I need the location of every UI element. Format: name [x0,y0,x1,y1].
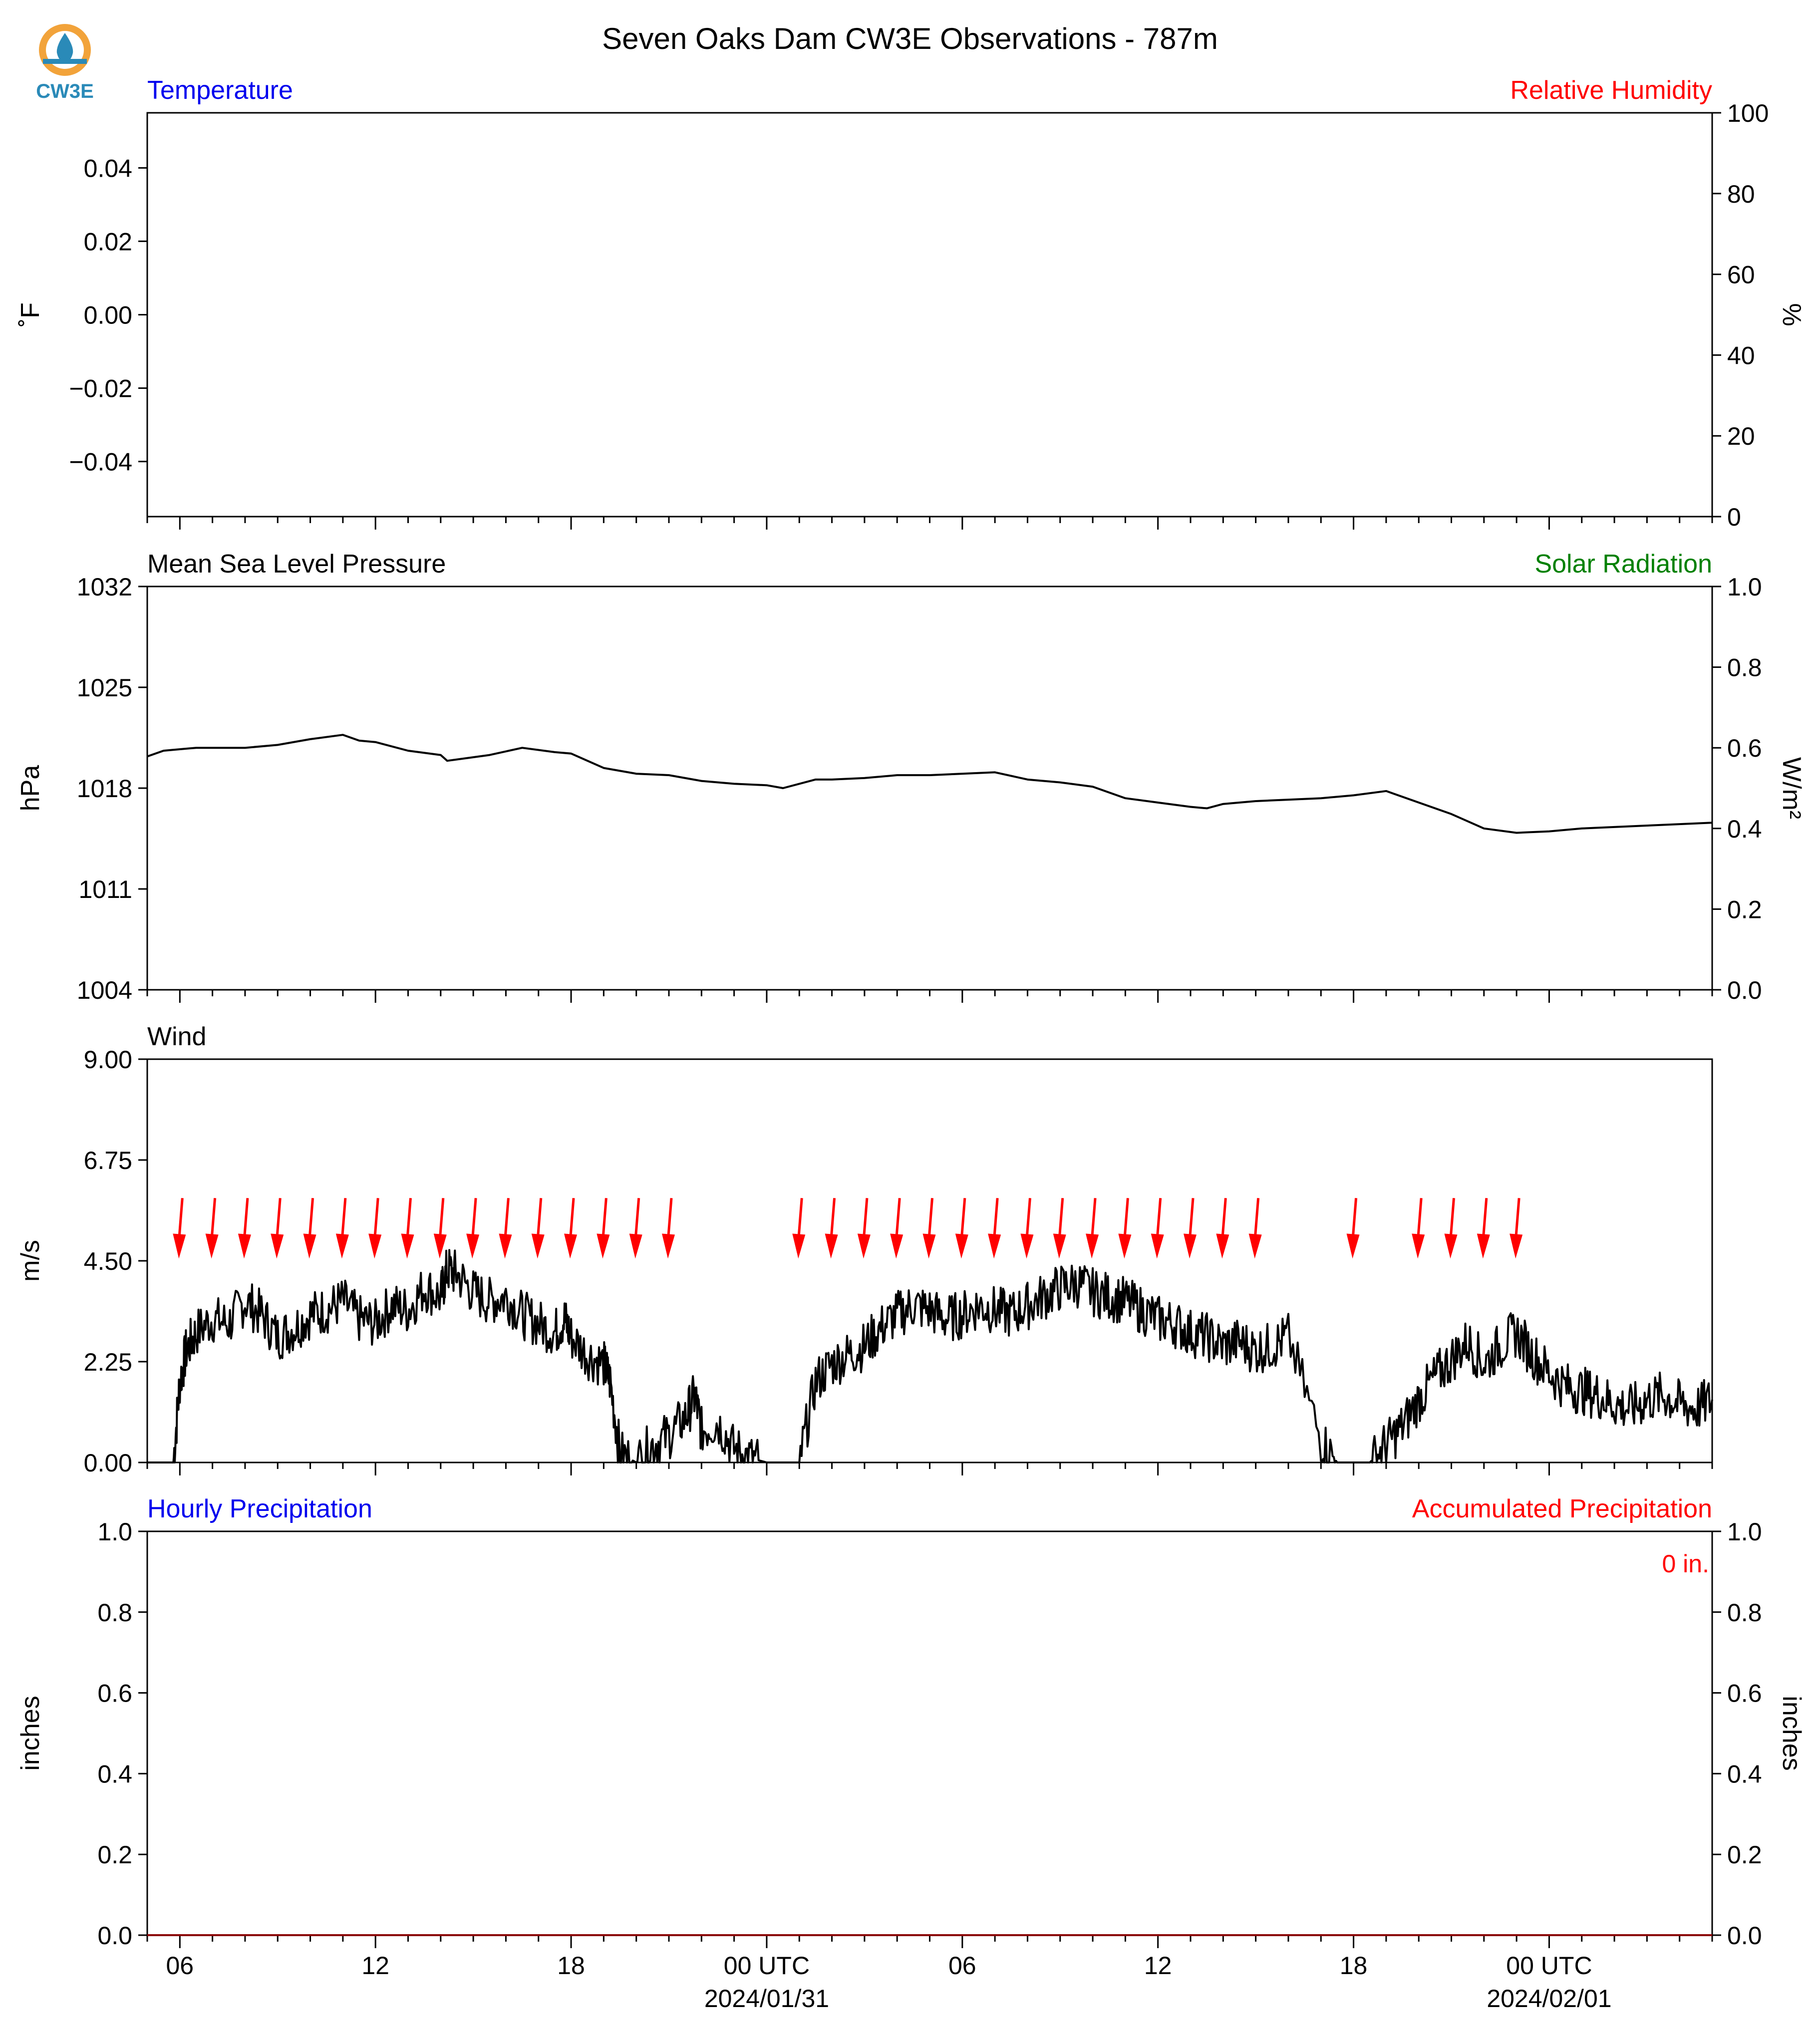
wind-arrow-icon [238,1198,251,1258]
y-tick-label-left: 1004 [76,976,132,1004]
wind-arrow-icon [499,1198,512,1258]
y-tick-label-right: 1.0 [1727,573,1762,601]
wind-arrow-icon [336,1198,349,1258]
x-tick-label: 00 UTC [723,1952,810,1980]
y-axis-label-right: W/m² [1777,757,1806,820]
wind-arrow-icon [858,1198,871,1258]
wind-arrow-icon [1216,1198,1229,1258]
y-tick-label-right: 40 [1727,341,1755,370]
y-tick-label-left: 6.75 [83,1147,132,1174]
y-tick-label-right: 0.8 [1727,1598,1762,1627]
y-tick-label-right: 0.8 [1727,653,1762,682]
y-tick-label-left: 2.25 [83,1348,132,1376]
wind-arrow-icon [1445,1198,1458,1258]
plot-frame [147,1531,1712,1935]
y-tick-label-left: −0.02 [69,374,132,403]
y-axis-label-left: m/s [16,1240,45,1282]
y-tick-label-left: 1011 [78,875,132,903]
series-line [147,1250,1712,1462]
y-tick-label-right: 20 [1727,422,1755,451]
y-tick-label-left: 0.00 [83,301,132,329]
wind-arrow-icon [271,1198,284,1258]
wind-arrow-icon [206,1198,219,1258]
wind-arrow-icon [597,1198,609,1258]
panels [16,76,1806,2013]
y-axis-label-right: % [1777,303,1806,326]
logo-wave [43,59,87,64]
y-tick-label-right: 0.2 [1727,1841,1762,1869]
y-tick-label-left: 0.02 [83,228,132,256]
y-tick-label-left: 9.00 [83,1046,132,1074]
panel-1 [16,76,1806,531]
wind-arrow-icon [1053,1198,1066,1258]
x-axis-labels [166,1952,1612,2013]
wind-arrow-icon [1477,1198,1490,1258]
y-tick-label-left: 1032 [76,573,132,601]
panel-right-title: Solar Radiation [1534,550,1712,579]
wind-arrow-icon [923,1198,936,1258]
wind-arrow-icon [532,1198,545,1258]
wind-arrow-icon [401,1198,414,1258]
x-tick-label: 06 [166,1952,194,1980]
y-tick-label-right: 0 [1727,503,1741,531]
accumulated-total-label: 0 in. [1662,1550,1709,1578]
wind-arrow-icon [1118,1198,1131,1258]
chart-title: Seven Oaks Dam CW3E Observations - 787m [602,22,1218,55]
y-tick-label-left: 1.0 [97,1518,132,1546]
x-tick-label: 18 [557,1952,585,1980]
y-tick-label-left: 0.0 [97,1922,132,1950]
y-tick-label-left: 0.4 [97,1760,132,1788]
y-tick-label-right: 0.0 [1727,1922,1762,1950]
wind-arrow-icon [1347,1198,1360,1258]
wind-arrow-icon [564,1198,577,1258]
wind-arrow-icon [955,1198,968,1258]
wind-arrow-icon [1020,1198,1033,1258]
panel-right-title: Relative Humidity [1510,76,1712,105]
cw3e-logo [36,24,94,102]
panel-left-title: Hourly Precipitation [147,1494,372,1523]
y-tick-label-left: 4.50 [83,1247,132,1275]
wind-arrow-icon [825,1198,838,1258]
x-date-label: 2024/01/31 [704,1985,830,2013]
wind-arrow-icon [792,1198,805,1258]
y-tick-label-right: 0.4 [1727,1760,1762,1788]
y-tick-label-right: 60 [1727,261,1755,289]
panel-4 [16,1494,1806,1950]
y-axis-label-left: ˚F [16,302,45,327]
y-tick-label-left: 0.8 [97,1598,132,1627]
wind-arrow-icon [890,1198,903,1258]
y-tick-label-right: 1.0 [1727,1518,1762,1546]
x-date-label: 2024/02/01 [1487,1985,1612,2013]
y-axis-label-left: inches [16,1696,45,1771]
wind-arrow-icon [988,1198,1001,1258]
wind-arrow-icon [466,1198,479,1258]
y-tick-label-left: 0.2 [97,1841,132,1869]
y-tick-label-right: 80 [1727,180,1755,208]
wind-arrow-icon [1086,1198,1099,1258]
x-tick-label: 12 [1144,1952,1172,1980]
y-tick-label-left: −0.04 [69,448,132,476]
wind-arrow-icon [1249,1198,1262,1258]
wind-arrow-icon [303,1198,316,1258]
wind-arrow-icon [1412,1198,1425,1258]
y-tick-label-left: 0.04 [83,154,132,183]
y-tick-label-right: 0.4 [1727,815,1762,843]
wind-arrow-icon [368,1198,381,1258]
y-tick-label-right: 0.2 [1727,895,1762,924]
panel-right-title: Accumulated Precipitation [1412,1494,1712,1523]
y-tick-label-left: 1018 [76,775,132,803]
panel-2 [16,550,1806,1004]
y-tick-label-right: 100 [1727,99,1769,127]
y-tick-label-right: 0.6 [1727,1679,1762,1708]
y-axis-label-left: hPa [16,765,45,812]
y-tick-label-left: 1025 [76,674,132,702]
plot-frame [147,586,1712,990]
wind-arrow-icon [629,1198,642,1258]
wind-arrow-icon [1151,1198,1164,1258]
y-tick-label-right: 0.0 [1727,976,1762,1004]
y-axis-label-right: inches [1777,1696,1806,1771]
panel-left-title: Mean Sea Level Pressure [147,550,446,579]
wind-arrow-icon [1184,1198,1197,1258]
plot-frame [147,113,1712,517]
y-tick-label-left: 0.6 [97,1679,132,1708]
panel-left-title: Temperature [147,76,293,105]
panel-left-title: Wind [147,1022,207,1051]
x-tick-label: 00 UTC [1506,1952,1592,1980]
x-tick-label: 12 [361,1952,389,1980]
wind-arrow-icon [434,1198,447,1258]
logo-text: CW3E [36,80,94,102]
plot-frame [147,1059,1712,1462]
series-line [147,735,1712,833]
x-tick-label: 06 [948,1952,976,1980]
x-tick-label: 18 [1339,1952,1368,1980]
panel-3 [16,1022,1712,1477]
wind-arrow-icon [173,1198,186,1258]
y-tick-label-right: 0.6 [1727,734,1762,763]
wind-arrow-icon [662,1198,675,1258]
y-tick-label-left: 0.00 [83,1449,132,1477]
wind-arrow-icon [1510,1198,1522,1258]
